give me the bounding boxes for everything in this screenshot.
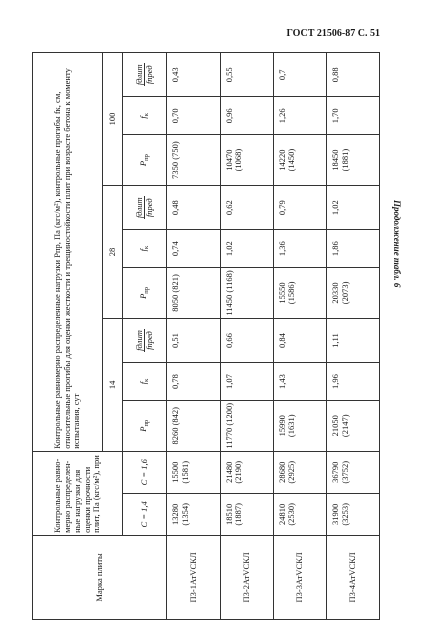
table-continuation-label: Продолжение табл. 6	[392, 200, 402, 288]
header-c16: C = 1,6	[123, 451, 167, 493]
rotated-table-frame	[32, 52, 380, 620]
ratio-100: 0,7	[273, 53, 326, 97]
header-age-28: 28	[103, 186, 123, 319]
load-c14: 18510 (1887)	[220, 493, 273, 535]
f-14: 1,43	[273, 363, 326, 401]
table-row	[326, 53, 379, 620]
ratio-100: 0,43	[167, 53, 220, 97]
header-c14: C = 1,4	[123, 493, 167, 535]
ratio-14: 1,11	[326, 318, 379, 362]
header-stiffness-loads: Контрольные равномерно распределенные нагрузки Pпр, Па (кгс/м²), контрольные прогибы fк, см, относительные прогибы для оценки жесткости и трещиностойкости плит при возрасте бетона к моменту испытания, сут	[33, 53, 103, 452]
load-test-table	[32, 52, 380, 620]
ratio-28: 0,48	[167, 186, 220, 230]
load-c14: 13280 (1354)	[167, 493, 220, 535]
f-28: 1,02	[220, 230, 273, 268]
f-100: 0,70	[167, 97, 220, 135]
load-c16: 15500 (1581)	[167, 451, 220, 493]
ratio-28: 0,62	[220, 186, 273, 230]
p-14: 21050 (2147)	[326, 400, 379, 451]
header-mark: Марка плиты	[33, 535, 167, 619]
rotated-table-content	[32, 52, 380, 620]
header-ratio-28: fдлит fпред	[123, 186, 167, 230]
header-row-3	[123, 53, 167, 620]
p-100: 7350 (750)	[167, 135, 220, 186]
f-100: 1,70	[326, 97, 379, 135]
p-28: 15550 (1586)	[273, 267, 326, 318]
load-c16: 21480 (2190)	[220, 451, 273, 493]
header-ratio-100: fдлит fпред	[123, 53, 167, 97]
table-row	[167, 53, 220, 620]
f-14: 0,78	[167, 363, 220, 401]
plate-mark: П3-4АтVСКЛ	[326, 535, 379, 619]
header-f-14: $f_к$	[123, 363, 167, 401]
standard-header: ГОСТ 21506-87 С. 51	[286, 28, 380, 39]
p-100: 18450 (1881)	[326, 135, 379, 186]
header-p-14: $P_{пр}$	[123, 400, 167, 451]
load-c16: 28680 (2925)	[273, 451, 326, 493]
f-14: 1,07	[220, 363, 273, 401]
ratio-14: 0,51	[167, 318, 220, 362]
f-100: 0,96	[220, 97, 273, 135]
f-28: 0,74	[167, 230, 220, 268]
load-c14: 24810 (2530)	[273, 493, 326, 535]
ratio-14: 0,66	[220, 318, 273, 362]
ratio-28: 1,02	[326, 186, 379, 230]
ratio-100: 0,88	[326, 53, 379, 97]
header-f-100: $f_к$	[123, 97, 167, 135]
table-row	[220, 53, 273, 620]
header-strength-loads: Контрольные равно-мерно распределен-ные нагрузки для оценки прочности плит, Па (кгс/м²), при	[33, 451, 123, 535]
p-28: 11450 (1168)	[220, 267, 273, 318]
p-14: 11770 (1200)	[220, 400, 273, 451]
f-28: 1,86	[326, 230, 379, 268]
header-age-14: 14	[103, 318, 123, 451]
f-28: 1,36	[273, 230, 326, 268]
header-row-1	[33, 53, 103, 620]
plate-mark: П3-2АтVСКЛ	[220, 535, 273, 619]
p-14: 8260 (842)	[167, 400, 220, 451]
p-28: 8050 (821)	[167, 267, 220, 318]
load-c16: 36790 (3752)	[326, 451, 379, 493]
p-28: 20330 (2073)	[326, 267, 379, 318]
header-f-28: $f_к$	[123, 230, 167, 268]
p-100: 10470 (1068)	[220, 135, 273, 186]
table-row	[273, 53, 326, 620]
f-14: 1,96	[326, 363, 379, 401]
header-p-28: $P_{пр}$	[123, 267, 167, 318]
header-ratio-14: fдлит fпред	[123, 318, 167, 362]
p-100: 14220 (1450)	[273, 135, 326, 186]
load-c14: 31900 (3253)	[326, 493, 379, 535]
header-age-100: 100	[103, 53, 123, 186]
ratio-28: 0,79	[273, 186, 326, 230]
plate-mark: П3-1АтVСКЛ	[167, 535, 220, 619]
ratio-14: 0,84	[273, 318, 326, 362]
ratio-100: 0,55	[220, 53, 273, 97]
plate-mark: П3-3АтVСКЛ	[273, 535, 326, 619]
header-p-100: $P_{пр}$	[123, 135, 167, 186]
f-100: 1,26	[273, 97, 326, 135]
p-14: 15990 (1631)	[273, 400, 326, 451]
